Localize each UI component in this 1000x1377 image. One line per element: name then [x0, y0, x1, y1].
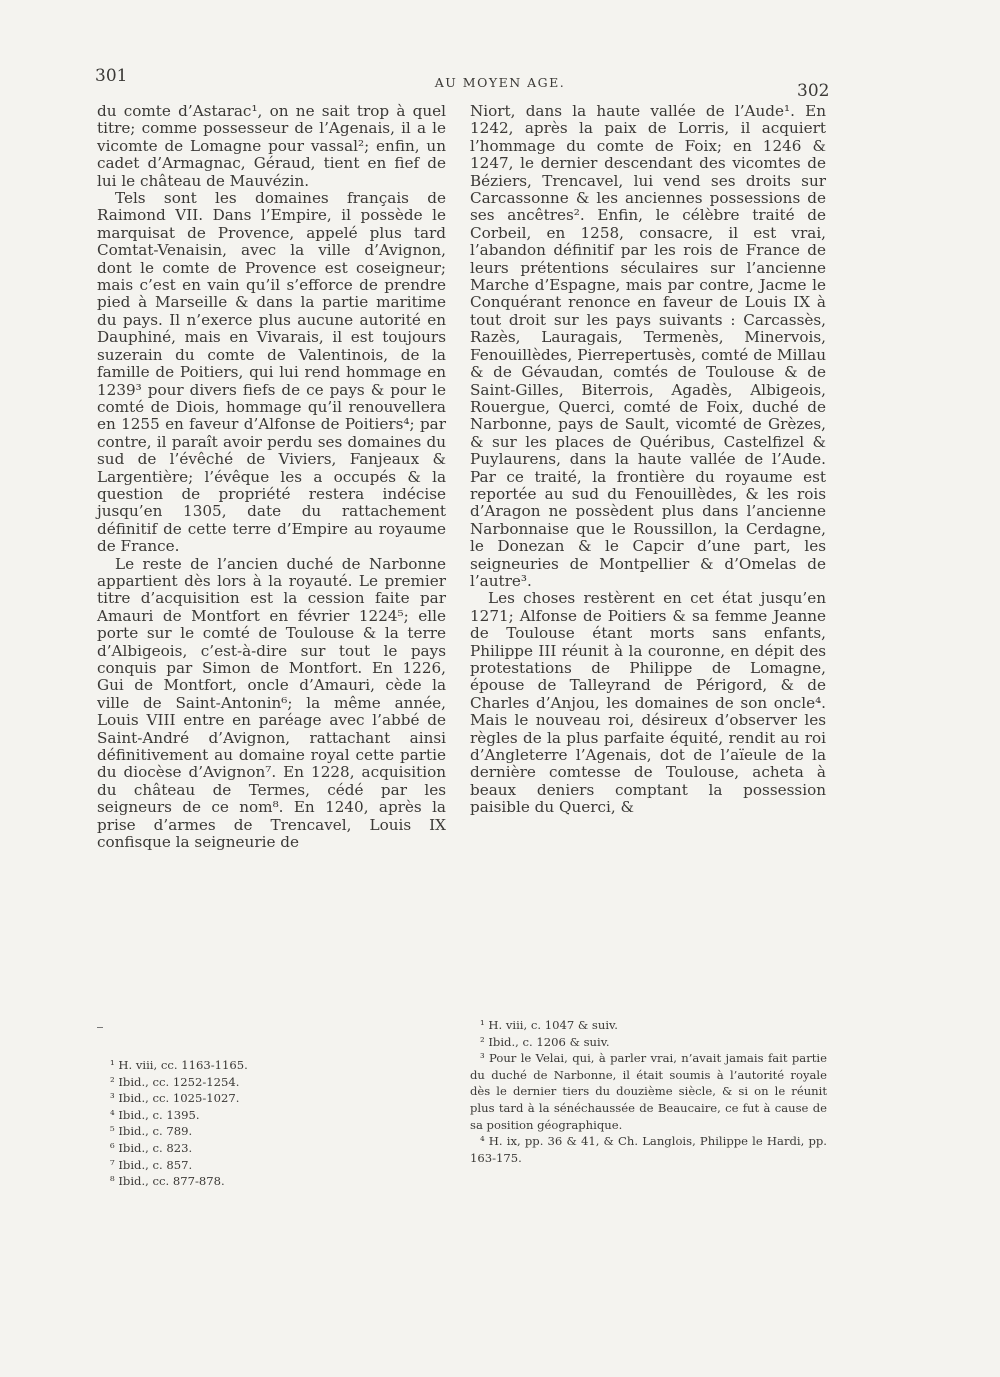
left-footnotes	[100, 1057, 300, 1190]
footnote-rule	[97, 1027, 103, 1028]
footnote: ⁷ Ibid., c. 857.	[110, 1157, 193, 1172]
paragraph: du comte d’Astarac¹, on ne sait trop à quel titre; comme possesseur de l’Agenais, il a le vicomte de Lomagne pour vassal²; enfin, un cadet d’Armagnac, Géraud, tient en fief de lui le château de Mauvézin.	[97, 102, 446, 190]
paragraph: Le reste de l’ancien duché de Narbonne appartient dès lors à la royauté. Le premier titre d’acquisition est la cession faite par Amauri de Montfort en février 1224⁵; elle porte sur le comté de Toulouse & la terre d’Albigeois, c’est-à-dire sur tout le pays conquis par Simon de Montfort. En 1226, Gui de Montfort, oncle d’Amauri, cède la ville de Saint-Antonin⁶; la même année, Louis VIII entre en paréage avec l’abbé de Saint-André d’Avignon, rattachant ainsi définitivement au domaine royal cette partie du diocèse d’Avignon⁷. En 1228, acquisition du château de Termes, cédé par les seigneurs de ce nom⁸. En 1240, après la prise d’armes de Trencavel, Louis IX confisque la seigneurie de	[97, 554, 446, 852]
footnote: ³ Pour le Velai, qui, à parler vrai, n’avait jamais fait partie du duché de Narbonne, il était soumis à l’autorité royale dès le dernier tiers du douzième siècle, & si on le réunit plus tard à la sénéchaussée de Beaucaire, ce fut à cause de sa position géographique.	[470, 1051, 827, 1132]
footnote: ² Ibid., cc. 1252-1254.	[110, 1074, 240, 1089]
footnote: ⁴ Ibid., c. 1395.	[110, 1107, 200, 1122]
right-footnotes	[470, 1017, 827, 1166]
page-number-right: 302	[797, 81, 830, 101]
footnote: ¹ H. viii, cc. 1163-1165.	[110, 1058, 248, 1072]
footnote: ² Ibid., c. 1206 & suiv.	[480, 1034, 610, 1049]
footnote: ⁵ Ibid., c. 789.	[110, 1124, 193, 1139]
footnote: ⁶ Ibid., c. 823.	[110, 1140, 193, 1155]
paragraph: Tels sont les domaines français de Raimond VII. Dans l’Empire, il possède le marquisat de Provence, appelé plus tard Comtat-Venaisin, avec la ville d’Avignon, dont le comte de Provence est coseigneur; mais c’est en vain qu’il s’efforce de prendre pied à Marseille & dans la partie maritime du pays. Il n’exerce plus aucune autorité en Dauphiné, mais en Vivarais, il est toujours suzerain du comte de Valentinois, de la famille de Poitiers, qui lui rend hommage en 1239³ pour divers fiefs de ce pays & pour le comté de Diois, hommage qu’il renouvellera en 1255 en faveur d’Alfonse de Poitiers⁴; par contre, il paraît avoir perdu ses domaines du sud de l’évêché de Viviers, Fanjeaux & Largentière; l’évêque les a occupés & la question de propriété restera indécise jusqu’en 1305, date du rattachement définitif de cette terre d’Empire au royaume de France.	[97, 189, 446, 556]
right-column	[470, 103, 826, 817]
left-column	[97, 103, 446, 851]
page-number-left: 301	[95, 66, 128, 86]
footnote: ³ Ibid., cc. 1025-1027.	[110, 1091, 240, 1106]
footnote: ⁸ Ibid., cc. 877-878.	[110, 1174, 225, 1189]
footnote: ¹ H. viii, c. 1047 & suiv.	[480, 1018, 618, 1032]
paragraph: Niort, dans la haute vallée de l’Aude¹. En 1242, après la paix de Lorris, il acquiert l’hommage du comte de Foix; en 1246 & 1247, le dernier descendant des vicomtes de Béziers, Trencavel, lui vend ses droits sur Carcassonne & les anciennes possessions de ses ancêtres². Enfin, le célèbre traité de Corbeil, en 1258, consacre, il est vrai, l’abandon définitif par les rois de France de leurs prétentions séculaires sur l’ancienne Marche d’Espagne, mais par contre, Jacme le Conquérant renonce en faveur de Louis IX à tout droit sur les pays suivants : Carcassès, Razès, Lauragais, Termenès, Minervois, Fenouillèdes, Pierrepertusès, comté de Millau & de Gévaudan, comtés de Toulouse & de Saint-Gilles, Biterrois, Agadès, Albigeois, Rouergue, Querci, comté de Foix, duché de Narbonne, pays de Sault, vicomté de Grèzes, & sur les places de Quéribus, Castelfizel & Puylaurens, dans la haute vallée de l’Aude. Par ce traité, la frontière du royaume est reportée au sud du Fenouillèdes, & les rois d’Aragon ne possèdent plus dans l’ancienne Narbonnaise que le Roussillon, la Cerdagne, le Donezan & le Capcir d’une part, les seigneuries de Montpellier & d’Omelas de l’autre³.	[470, 102, 826, 590]
footnote: ⁴ H. ix, pp. 36 & 41, & Ch. Langlois, Philippe le Hardi, pp. 163-175.	[470, 1134, 827, 1165]
running-title: AU MOYEN AGE.	[434, 75, 566, 90]
paragraph: Les choses restèrent en cet état jusqu’en 1271; Alfonse de Poitiers & sa femme Jeanne de Toulouse étant morts sans enfants, Philippe III réunit à la couronne, en dépit des protestations de Philippe de Lomagne, épouse de Talleyrand de Périgord, & de Charles d’Anjou, les domaines de son oncle⁴. Mais le nouveau roi, désireux d’observer les règles de la plus parfaite équité, rendit au roi d’Angleterre l’Agenais, dot de l’aïeule de la dernière comtesse de Toulouse, acheta à beaux deniers comptant la possession paisible du Querci, &	[470, 589, 826, 817]
